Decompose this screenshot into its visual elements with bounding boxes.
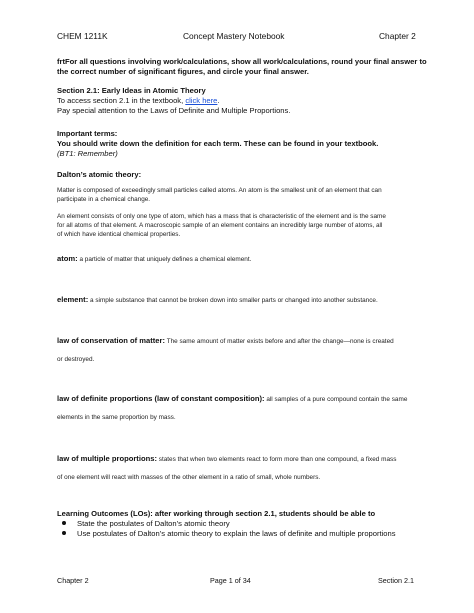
term-atom-name: atom: xyxy=(57,254,78,263)
access-prefix: To access section 2.1 in the textbook, xyxy=(57,96,186,105)
header-course: CHEM 1211K xyxy=(57,31,108,41)
dalton-paragraph-2-line-3: of which have identical chemical properties. xyxy=(57,231,181,238)
dalton-paragraph-2-line-1: An element consists of only one type of atom, which has a mass that is characteristic of the element and is the same xyxy=(57,213,386,220)
learning-outcome-item xyxy=(62,519,230,528)
intro-instructions: frtFor all questions involving work/calculations, show all work/calculations, round your final answer to the correct number of significant figures, and circle your final answer. xyxy=(57,57,427,76)
footer-section: Section 2.1 xyxy=(378,576,414,585)
dalton-paragraph-2-line-2: for all atoms of that element. A macroscopic sample of an element contains an incredibly large number of atoms, all xyxy=(57,222,383,229)
learning-outcome-text: State the postulates of Dalton’s atomic theory xyxy=(77,519,230,528)
term-element-definition: a simple substance that cannot be broken down into smaller parts or changed into another substance. xyxy=(88,297,378,304)
dalton-heading: Dalton’s atomic theory: xyxy=(57,170,142,179)
section-heading: Section 2.1: Early Ideas in Atomic Theory xyxy=(57,86,206,95)
term-atom xyxy=(57,249,251,268)
header-chapter: Chapter 2 xyxy=(379,31,416,41)
term-definite-cont xyxy=(57,407,176,426)
bloom-level: (BT1: Remember) xyxy=(57,149,118,158)
term-atom-definition: a particle of matter that uniquely defines a chemical element. xyxy=(77,256,252,263)
learning-outcomes-heading: Learning Outcomes (LOs): after working through section 2.1, students should be able to xyxy=(57,509,376,518)
term-multiple-definition-1: states that when two elements react to form more than one compound, a fixed mass xyxy=(156,456,397,463)
term-conservation-definition-1: The same amount of matter exists before and after the change—none is created xyxy=(165,338,394,345)
term-definite-name: law of definite proportions (law of constant composition): xyxy=(57,394,265,403)
term-conservation-cont xyxy=(57,349,94,368)
term-conservation xyxy=(57,331,394,350)
dalton-paragraph-1-line-1: Matter is composed of exceedingly small particles called atoms. An atom is the smallest unit of an element that can xyxy=(57,187,382,194)
important-terms-instruction: You should write down the definition for each term. These can be found in your textbook. xyxy=(57,139,379,148)
term-element xyxy=(57,290,378,309)
learning-outcome-text: Use postulates of Dalton’s atomic theory to explain the laws of definite and multiple proportions xyxy=(77,529,396,538)
attention-note: Pay special attention to the Laws of Definite and Multiple Proportions. xyxy=(57,106,291,115)
term-element-name: element: xyxy=(57,295,89,304)
term-conservation-definition-2: or destroyed. xyxy=(57,356,95,363)
footer-chapter: Chapter 2 xyxy=(57,576,89,585)
bullet-icon xyxy=(62,531,66,535)
term-definite-definition-1: all samples of a pure compound contain the same xyxy=(264,396,408,403)
access-suffix: . xyxy=(217,96,220,105)
term-multiple-cont xyxy=(57,467,320,486)
term-conservation-name: law of conservation of matter: xyxy=(57,336,166,345)
dalton-paragraph-1-line-2: participate in a chemical change. xyxy=(57,196,151,203)
term-multiple-name: law of multiple proportions: xyxy=(57,454,157,463)
textbook-link[interactable]: click here xyxy=(185,96,218,105)
header-title: Concept Mastery Notebook xyxy=(183,31,285,41)
learning-outcome-item xyxy=(62,529,396,538)
term-multiple-definition-2: of one element will react with masses of the other element in a ratio of small, whole numbers. xyxy=(57,474,321,481)
important-terms-heading: Important terms: xyxy=(57,129,118,138)
footer-page-number: Page 1 of 34 xyxy=(210,576,251,585)
textbook-access-line xyxy=(57,96,220,106)
term-multiple xyxy=(57,449,396,468)
bullet-icon xyxy=(62,521,66,525)
term-definite-definition-2: elements in the same proportion by mass. xyxy=(57,414,176,421)
term-definite xyxy=(57,389,407,408)
